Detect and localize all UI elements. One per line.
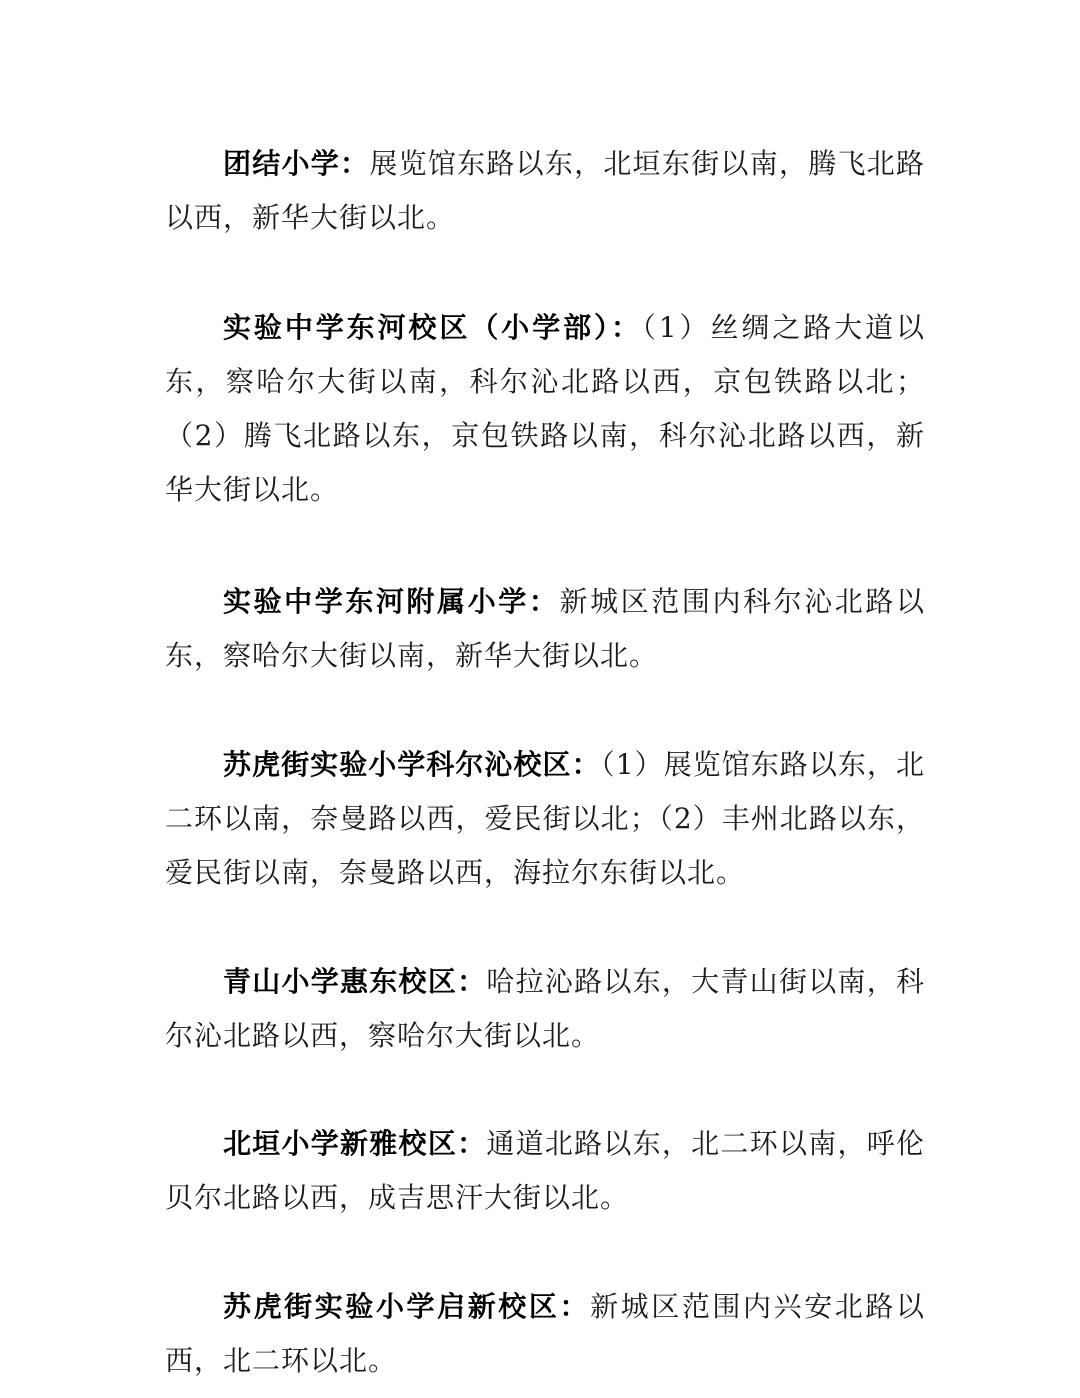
- school-district-description: （1）展览馆东路以东，北二环以南，奈曼路以西，爱民街以北；（2）丰州北路以东，爱民街以南，奈曼路以西，海拉尔东街以北。: [165, 748, 925, 889]
- school-entry-tuanjie: [165, 137, 925, 245]
- school-district-description: 新城区范围内兴安北路以西，北二环以北。: [165, 1290, 925, 1377]
- school-name: 团结小学：: [223, 147, 370, 180]
- school-district-description: 新城区范围内科尔沁北路以东，察哈尔大街以南，新华大街以北。: [165, 585, 925, 672]
- school-district-description: 通道北路以东，北二环以南，呼伦贝尔北路以西，成吉思汗大街以北。: [165, 1127, 925, 1214]
- school-name: 苏虎街实验小学科尔沁校区：: [223, 748, 601, 781]
- school-name: 北垣小学新雅校区：: [223, 1127, 487, 1160]
- school-name: 苏虎街实验小学启新校区：: [223, 1290, 591, 1323]
- school-name: 实验中学东河附属小学：: [223, 585, 560, 618]
- school-district-description: （1）丝绸之路大道以东，察哈尔大街以南，科尔沁北路以西，京包铁路以北；（2）腾飞北路以东，京包铁路以南，科尔沁北路以西，新华大街以北。: [165, 311, 925, 506]
- school-entry-suhujie-keerqin: [165, 738, 925, 900]
- school-district-description: 展览馆东路以东，北垣东街以南，腾飞北路以西，新华大街以北。: [165, 147, 925, 234]
- school-entry-beiyuan-xinya: [165, 1117, 925, 1225]
- school-district-description: 哈拉沁路以东，大青山街以南，科尔沁北路以西，察哈尔大街以北。: [165, 965, 925, 1052]
- school-entry-qingshan-huidong: [165, 955, 925, 1063]
- school-entry-shiyan-donghe-affiliated: [165, 575, 925, 683]
- school-name: 实验中学东河校区（小学部）：: [223, 311, 642, 344]
- school-entry-shiyan-donghe-campus: [165, 301, 925, 517]
- school-name: 青山小学惠东校区：: [223, 965, 487, 998]
- school-entry-suhujie-qixin: [165, 1280, 925, 1388]
